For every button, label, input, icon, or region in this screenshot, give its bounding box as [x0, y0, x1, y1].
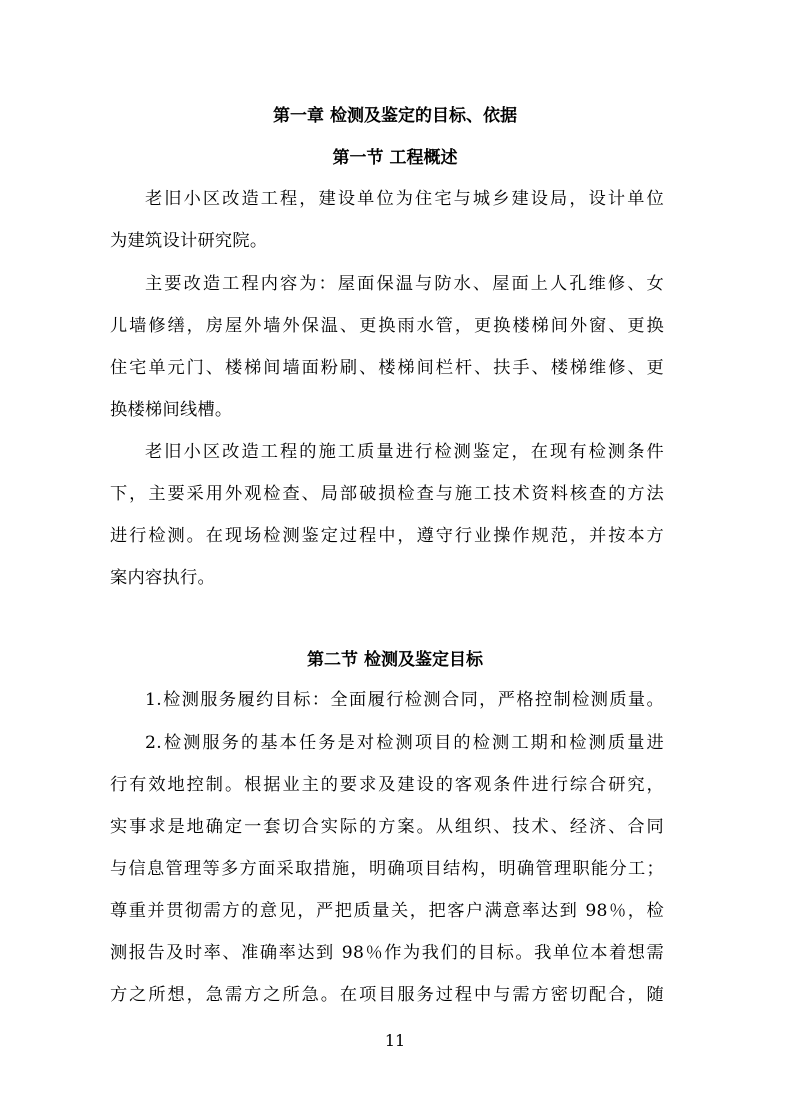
paragraph-line: 住宅单元门、楼梯间墙面粉刷、楼梯间栏杆、扶手、楼梯维修、更	[110, 358, 664, 378]
paragraph-line: 下，主要采用外观检查、局部破损检查与施工技术资料核查的方法	[110, 484, 664, 504]
paragraph-line: 为建筑设计研究院。	[110, 231, 268, 251]
paragraph-line: 进行检测。在现场检测鉴定过程中，遵守行业操作规范，并按本方	[110, 526, 664, 546]
paragraph-line: 老旧小区改造工程，建设单位为住宅与城乡建设局，设计单位	[145, 189, 664, 209]
paragraph-line: 1.检测服务履约目标：全面履行检测合同，严格控制检测质量。	[145, 690, 664, 710]
paragraph-line: 实事求是地确定一套切合实际的方案。从组织、技术、经济、合同	[110, 817, 664, 837]
paragraph-line: 尊重并贯彻需方的意见，严把质量关，把客户满意率达到 98％，检	[110, 901, 664, 921]
chapter-title: 第一章 检测及鉴定的目标、依据	[273, 106, 517, 126]
paragraph-line: 测报告及时率、准确率达到 98％作为我们的目标。我单位本着想需	[110, 943, 664, 963]
paragraph-line: 2.检测服务的基本任务是对检测项目的检测工期和检测质量进	[145, 733, 664, 753]
paragraph-line: 方之所想，急需方之所急。在项目服务过程中与需方密切配合，随	[110, 985, 664, 1005]
paragraph-line: 案内容执行。	[110, 568, 215, 588]
paragraph-line: 换楼梯间线槽。	[110, 400, 233, 420]
paragraph-line: 行有效地控制。根据业主的要求及建设的客观条件进行综合研究，	[110, 775, 664, 795]
section-title-goals: 第二节 检测及鉴定目标	[307, 650, 483, 670]
paragraph-line: 主要改造工程内容为：屋面保温与防水、屋面上人孔维修、女	[145, 274, 664, 294]
paragraph-line: 儿墙修缮，房屋外墙外保温、更换雨水管，更换楼梯间外窗、更换	[110, 316, 664, 336]
section-title-overview: 第一节 工程概述	[332, 148, 458, 168]
paragraph-line: 老旧小区改造工程的施工质量进行检测鉴定，在现有检测条件	[145, 442, 664, 462]
page-number: 11	[384, 1031, 406, 1050]
paragraph-line: 与信息管理等多方面采取措施，明确项目结构，明确管理职能分工；	[110, 859, 664, 879]
